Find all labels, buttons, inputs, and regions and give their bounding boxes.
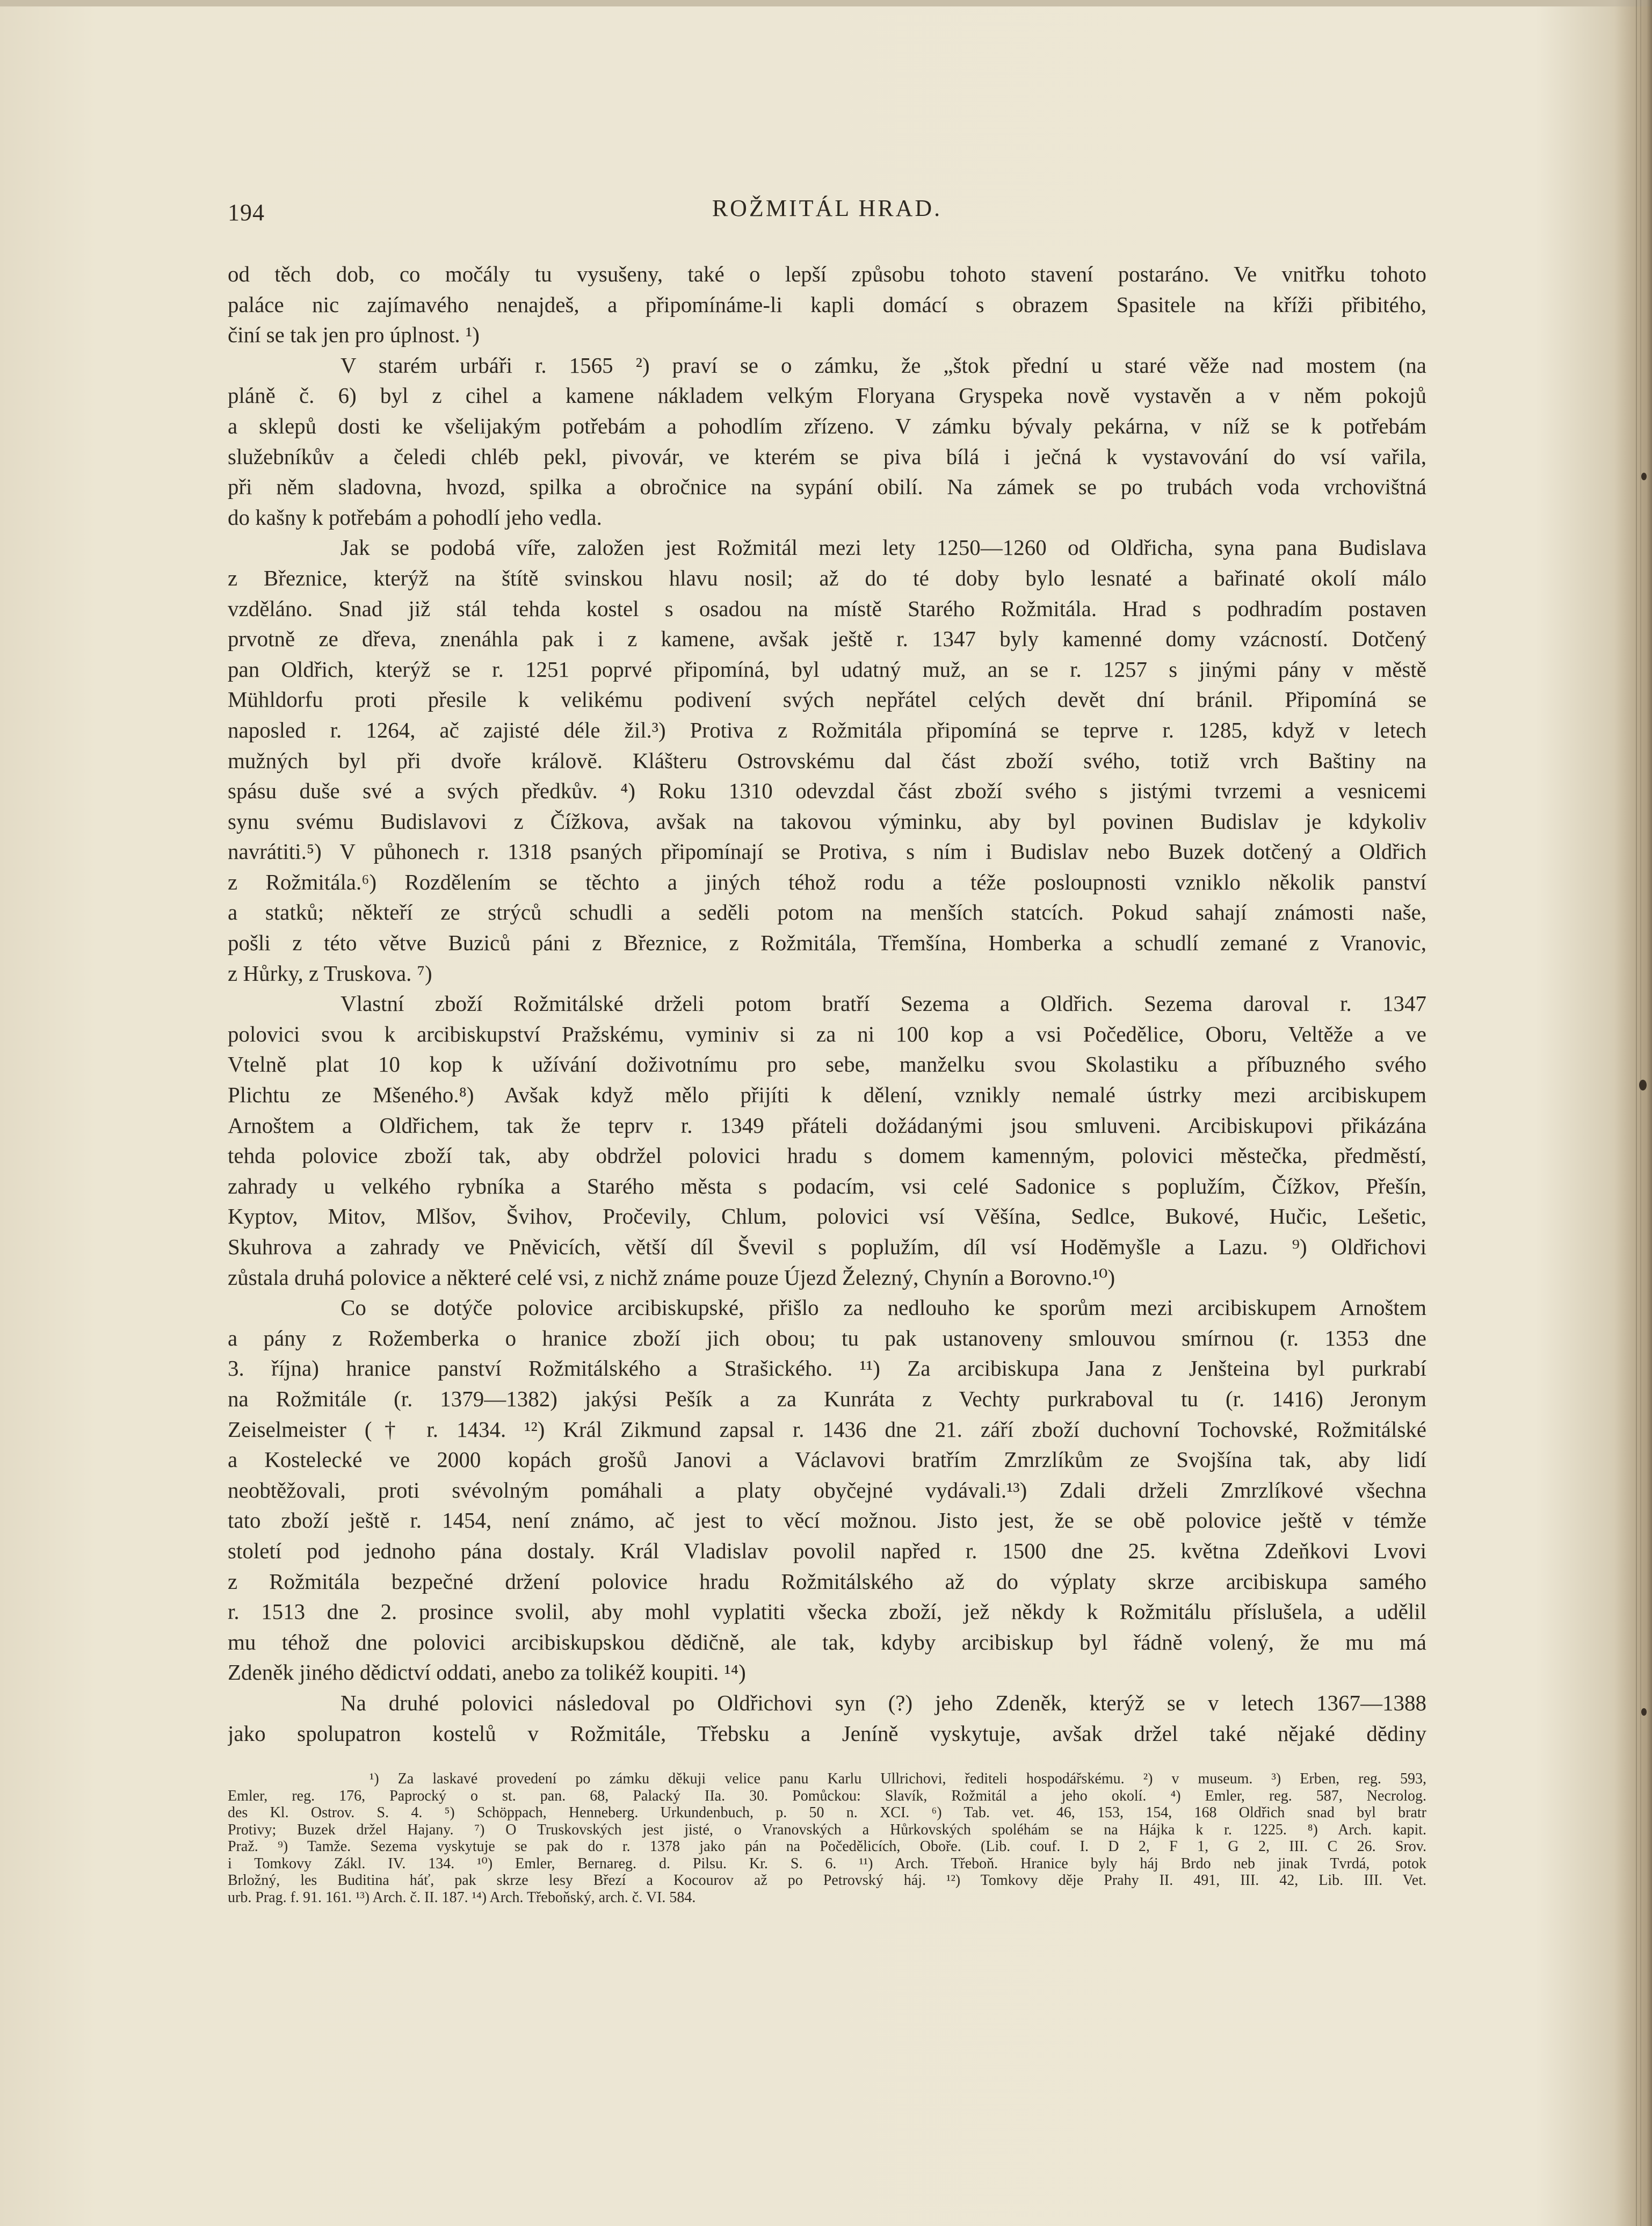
text-line: spásu duše své a svých předkův. ⁴) Roku 1310 odevzdal část zboží svého s jistými tvrzemi a vesnicemi — [228, 778, 1426, 804]
page-binding-shadow — [1614, 0, 1652, 2226]
text-line: Skuhrova a zahrady ve Pněvicích, větší díl Švevil s poplužím, díl vsí Hodĕmyšle a Lazu. ⁹) Oldřichovi — [228, 1234, 1426, 1259]
text-line: Na druhé polovici následoval po Oldřichovi syn (?) jeho Zdeněk, kterýž se v letech 1367—1388 — [340, 1690, 1426, 1715]
text-line: Vlastní zboží Rožmitálské drželi potom bratří Sezema a Oldřich. Sezema daroval r. 1347 — [340, 991, 1426, 1016]
margin-mark — [1641, 1708, 1647, 1716]
text-line: Mühldorfu proti přesile k velikému podivení svých nepřátel celých devět dní bránil. Připomíná se — [228, 687, 1426, 712]
text-line: Zeiselmeister († r. 1434. ¹²) Král Zikmund zapsal r. 1436 dne 21. září zboží duchovní Tochovské, Rožmitálské — [228, 1416, 1426, 1442]
binding-line — [1636, 0, 1637, 2226]
footnote-line: Praž. ⁹) Tamže. Sezema vyskytuje se pak do r. 1378 jako pán na Počedělicích, Oboře. (Lib. couf. I. D 2, F 1, G 2, III. C 26. Srov. — [228, 1838, 1426, 1855]
margin-mark — [1641, 473, 1647, 480]
text-line: a sklepů dosti ke všelijakým potřebám a pohodlím zřízeno. V zámku bývaly pekárna, v níž se k potřebám — [228, 413, 1426, 438]
text-line: pláně č. 6) byl z cihel a kamene nákladem velkým Floryana Gryspeka nově vystavěn a v něm pokojů — [228, 383, 1426, 408]
footnote-line: urb. Prag. f. 91. 161. ¹³) Arch. č. II. 187. ¹⁴) Arch. Třeboňský, arch. č. VI. 584. — [228, 1889, 696, 1906]
running-title: ROŽMITÁL HRAD. — [712, 195, 943, 221]
text-line: od těch dob, co močály tu vysušeny, také o lepší způsobu tohoto stavení postaráno. Ve vnitřku tohoto — [228, 262, 1426, 286]
text-line: Jak se podobá víře, založen jest Rožmitál mezi lety 1250—1260 od Oldřicha, syna pana Budislava — [340, 535, 1426, 560]
page-top-edge — [0, 0, 1652, 6]
text-line: naposled r. 1264, ač zajisté déle žil.³) Protiva z Rožmitála připomíná se teprve r. 1285, když v letech — [228, 717, 1426, 742]
text-line: služebníkův a čeledi chléb pekl, pivovár, ve kterém se piva bílá i ječná k vystavování do vsí vařila, — [228, 444, 1426, 469]
text-line: z Hůrky, z Truskova. ⁷) — [228, 960, 432, 986]
text-line: V starém urbáři r. 1565 ²) praví se o zámku, že „štok přední u staré věže nad mostem (na — [340, 352, 1426, 378]
text-line: neobtěžovali, proti svévolným pomáhali a platy obyčejné vydávali.¹³) Zdali drželi Zmrzlíkové všechna — [228, 1477, 1426, 1502]
text-line: Plichtu ze Mšeného.⁸) Avšak když mělo přijíti k dělení, vznikly nemalé ústrky mezi arcibiskupem — [228, 1082, 1426, 1108]
text-line: navrátiti.⁵) V půhonech r. 1318 psaných připomínají se Protiva, s ním i Budislav nebo Buzek dotčený a Oldřich — [228, 839, 1426, 864]
text-line: tehda polovice zboží tak, aby obdržel polovici hradu s domem kamenným, polovici městečka, předměstí, — [228, 1143, 1426, 1168]
text-line: z Rožmitála.⁶) Rozdělením se těchto a jiných téhož rodu a téže posloupnosti vzniklo několik panství — [228, 869, 1426, 894]
main-text — [228, 259, 1426, 1748]
footnote-line: Brložný, les Buditina háť, pak skrze lesy Březí a Kocourov až po Petrovský háj. ¹²) Tomkovy děje Prahy II. 491, III. 42, Lib. III. Vet. — [228, 1872, 1426, 1889]
text-line: činí se tak jen pro úplnost. ¹) — [228, 322, 480, 348]
text-line: při něm sladovna, hvozd, spilka a obročnice na sypání obilí. Na zámek se po trubách voda vrchovištná — [228, 474, 1426, 500]
text-line: prvotně ze dřeva, znenáhla pak i z kamene, avšak ještě r. 1347 byly kamenné domy vzácností. Dotčený — [228, 626, 1426, 652]
text-line: Vtelně plat 10 kop k užívání doživotnímu pro sebe, manželku svou Skolastiku a příbuzného svého — [228, 1052, 1426, 1077]
margin-mark — [1639, 1080, 1647, 1090]
text-line: vzděláno. Snad již stál tehda kostel s osadou na místě Starého Rožmitála. Hrad s podhradím postaven — [228, 596, 1426, 621]
text-line: jako spolupatron kostelů v Rožmitále, Třebsku a Jeníně vyskytuje, avšak držel také nějaké dĕdiny — [228, 1721, 1426, 1746]
text-line: mu téhož dne polovici arcibiskupskou dědičně, ale tak, kdyby arcibiskup byl řádně volený, že mu má — [228, 1629, 1426, 1654]
page-header — [228, 194, 1426, 232]
text-line: a pány z Rožemberka o hranice zboží jich obou; tu pak ustanoveny smlouvou smírnou (r. 1353 dne — [228, 1325, 1426, 1350]
text-line: pošli z této větve Buziců páni z Březnice, z Rožmitála, Třemšína, Homberka a schudlí zemané z Vranovic, — [228, 930, 1426, 956]
text-line: mužných byl při dvoře královĕ. Klášteru Ostrovskému dal část zboží svého, totiž vrch Baštiny na — [228, 748, 1426, 773]
text-line: Arnoštem a Oldřichem, tak že teprv r. 1349 přáteli dožádanými jsou smluveni. Arcibiskupovi přikázána — [228, 1112, 1426, 1138]
text-line: a statků; někteří ze strýců schudli a seděli potom na menších statcích. Pokud sahají známosti naše, — [228, 900, 1426, 925]
text-line: Co se dotýče polovice arcibiskupské, přišlo za nedlouho ke sporům mezi arcibiskupem Arnoštem — [340, 1295, 1426, 1320]
text-line: století pod jednoho pána dostaly. Král Vladislav povolil napřed r. 1500 dne 25. května Zdeňkovi Lvovi — [228, 1538, 1426, 1563]
text-line: a Kostelecké ve 2000 kopách grošů Janovi a Václavovi bratřím Zmrzlíkům ze Svojšína tak, aby lidí — [228, 1447, 1426, 1472]
text-line: synu svému Budislavovi z Čížkova, avšak na takovou výminku, aby byl povinen Budislav je kdykoliv — [228, 808, 1426, 834]
text-line: r. 1513 dne 2. prosince svolil, aby mohl vyplatiti všecka zboží, jež někdy k Rožmitálu příslušela, a udělil — [228, 1599, 1426, 1624]
footnote-line: Protivy; Buzek držel Hajany. ⁷) O Truskovských jest jisté, o Vranovských a Hůrkovských spoléhám se na Hájka k r. 1225. ⁸) Arch. kapit. — [228, 1821, 1426, 1838]
text-line: z Březnice, kterýž na štítě svinskou hlavu nosil; až do té doby bylo lesnaté a bařinaté okolí málo — [228, 565, 1426, 590]
text-line: pan Oldřich, kterýž se r. 1251 poprvé připomíná, byl udatný muž, an se r. 1257 s jinými pány v městě — [228, 656, 1426, 682]
binding-line — [1640, 0, 1641, 2226]
text-line: 3. října) hranice panství Rožmitálského a Strašického. ¹¹) Za arcibiskupa Jana z Jenšteina byl purkrabí — [228, 1356, 1426, 1381]
footnote-line: i Tomkovy Zákl. IV. 134. ¹⁰) Emler, Bernareg. d. Pilsu. Kr. S. 6. ¹¹) Arch. Třeboň. Hranice byly háj Brdo neb jinak Tvrdá, potok — [228, 1855, 1426, 1872]
footnotes — [228, 1770, 1426, 1906]
text-line: na Rožmitále (r. 1379—1382) jakýsi Pešík a za Kunráta z Vechty purkraboval tu (r. 1416) Jeronym — [228, 1386, 1426, 1411]
text-line: zůstala druhá polovice a některé celé vsi, z nichž známe pouze Újezd Železný, Chynín a Borovno.¹⁰) — [228, 1264, 1115, 1290]
text-line: Zdeněk jiného dědictví oddati, anebo za tolikéž koupiti. ¹⁴) — [228, 1660, 746, 1685]
text-line: z Rožmitála bezpečné držení polovice hradu Rožmitálského až do výplaty skrze arcibiskupa samého — [228, 1569, 1426, 1594]
text-line: paláce nic zajímavého nenajdeš, a připomínáme-li kapli domácí s obrazem Spasitele na kříži přibitého, — [228, 292, 1426, 317]
text-line: Kyptov, Mitov, Mlšov, Švihov, Pročevily, Chlum, polovici vsí Věšína, Sedlce, Bukové, Hučic, Lešetic, — [228, 1204, 1426, 1229]
footnote-line: Emler, reg. 176, Paprocký o st. pan. 68, Palacký IIa. 30. Pomůckou: Slavík, Rožmitál a jeho okolí. ⁴) Emler, reg. 587, Necrolog. — [228, 1787, 1426, 1804]
text-line: do kašny k potřebám a pohodlí jeho vedla. — [228, 504, 602, 530]
page-number: 194 — [228, 199, 265, 226]
text-line: polovici svou k arcibiskupství Pražskému, vyminiv si za ni 100 kop a vsi Počedělice, Oboru, Veltěže a ve — [228, 1021, 1426, 1046]
footnote-line: ¹) Za laskavé provedení po zámku děkuji velice panu Karlu Ullrichovi, řediteli hospodářskému. ²) v museum. ³) Erben, reg. 593, — [369, 1770, 1426, 1787]
footnote-line: des Kl. Ostrov. S. 4. ⁵) Schöppach, Henneberg. Urkundenbuch, p. 50 n. XCI. ⁶) Tab. vet. 46, 153, 154, 168 Oldřich snad byl bratr — [228, 1804, 1426, 1821]
text-line: zahrady u velkého rybníka a Starého města s podacím, vsi celé Sadonice s poplužím, Čížkov, Přešín, — [228, 1173, 1426, 1198]
text-line: tato zboží ještě r. 1454, není známo, ač jest to věcí možnou. Jisto jest, že se obě polovice ještě v témže — [228, 1508, 1426, 1533]
